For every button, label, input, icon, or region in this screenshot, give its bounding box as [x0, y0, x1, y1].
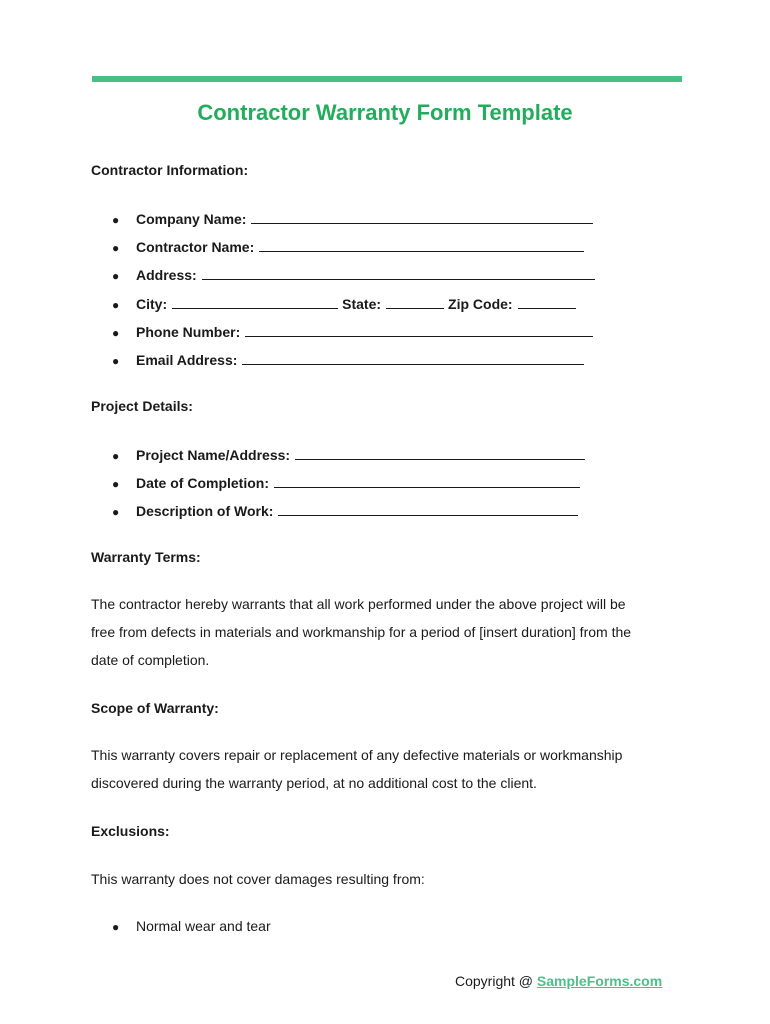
address-label: Address: — [136, 267, 197, 283]
warranty-terms-line: The contractor hereby warrants that all work performed under the above project will be — [91, 596, 626, 612]
copyright-footer — [455, 973, 662, 989]
phone-field[interactable] — [245, 322, 593, 337]
bullet-icon: ● — [112, 354, 120, 368]
accent-bar — [92, 76, 682, 82]
bullet-icon: ● — [112, 505, 120, 519]
exclusion-item — [112, 918, 271, 934]
bullet-icon: ● — [112, 449, 120, 463]
exclusions-heading: Exclusions: — [91, 823, 170, 839]
state-label: State: — [342, 296, 382, 312]
bullet-icon: ● — [112, 920, 120, 934]
company-name-field[interactable] — [251, 209, 593, 224]
completion-date-row — [112, 473, 584, 491]
scope-line: discovered during the warranty period, at no additional cost to the client. — [91, 775, 537, 791]
address-row — [112, 265, 599, 283]
zip-field[interactable] — [518, 294, 576, 309]
description-row — [112, 501, 582, 519]
bullet-icon: ● — [112, 298, 120, 312]
bullet-icon: ● — [112, 213, 120, 227]
completion-date-field[interactable] — [274, 473, 580, 488]
contractor-name-row — [112, 237, 588, 255]
state-field[interactable] — [386, 294, 444, 309]
zip-label: Zip Code: — [448, 296, 513, 312]
warranty-terms-text — [91, 590, 691, 674]
brand-link[interactable]: SampleForms.com — [536, 973, 663, 989]
project-name-label: Project Name/Address: — [136, 447, 291, 463]
page-title: Contractor Warranty Form Template — [197, 100, 573, 125]
project-name-field[interactable] — [295, 445, 585, 460]
scope-line: This warranty covers repair or replacement of any defective materials or workmanship — [91, 747, 623, 763]
project-name-row — [112, 445, 589, 463]
warranty-terms-heading: Warranty Terms: — [91, 549, 201, 565]
address-field[interactable] — [202, 265, 595, 280]
email-row — [112, 350, 588, 368]
warranty-terms-line: date of completion. — [91, 652, 210, 668]
warranty-terms-line: free from defects in materials and workmanship for a period of [insert duration] from the — [91, 624, 632, 640]
copyright-prefix: Copyright @ — [455, 973, 537, 989]
phone-row — [112, 322, 597, 340]
bullet-icon: ● — [112, 326, 120, 340]
email-field[interactable] — [242, 350, 584, 365]
bullet-icon: ● — [112, 477, 120, 491]
company-name-label: Company Name: — [136, 211, 247, 227]
description-field[interactable] — [278, 501, 578, 516]
bullet-icon: ● — [112, 241, 120, 255]
contractor-info-heading: Contractor Information: — [91, 162, 249, 178]
city-label: City: — [136, 296, 168, 312]
email-label: Email Address: — [136, 352, 238, 368]
exclusion-item-label: Normal wear and tear — [136, 918, 271, 934]
phone-label: Phone Number: — [136, 324, 241, 340]
project-details-heading: Project Details: — [91, 398, 193, 414]
bullet-icon: ● — [112, 269, 120, 283]
contractor-name-label: Contractor Name: — [136, 239, 255, 255]
completion-date-label: Date of Completion: — [136, 475, 269, 491]
city-state-zip-row — [112, 294, 580, 312]
city-field[interactable] — [172, 294, 338, 309]
description-label: Description of Work: — [136, 503, 274, 519]
exclusions-intro: This warranty does not cover damages resulting from: — [91, 871, 425, 887]
contractor-name-field[interactable] — [259, 237, 584, 252]
scope-text — [91, 741, 691, 797]
scope-heading: Scope of Warranty: — [91, 700, 219, 716]
company-name-row — [112, 209, 597, 227]
